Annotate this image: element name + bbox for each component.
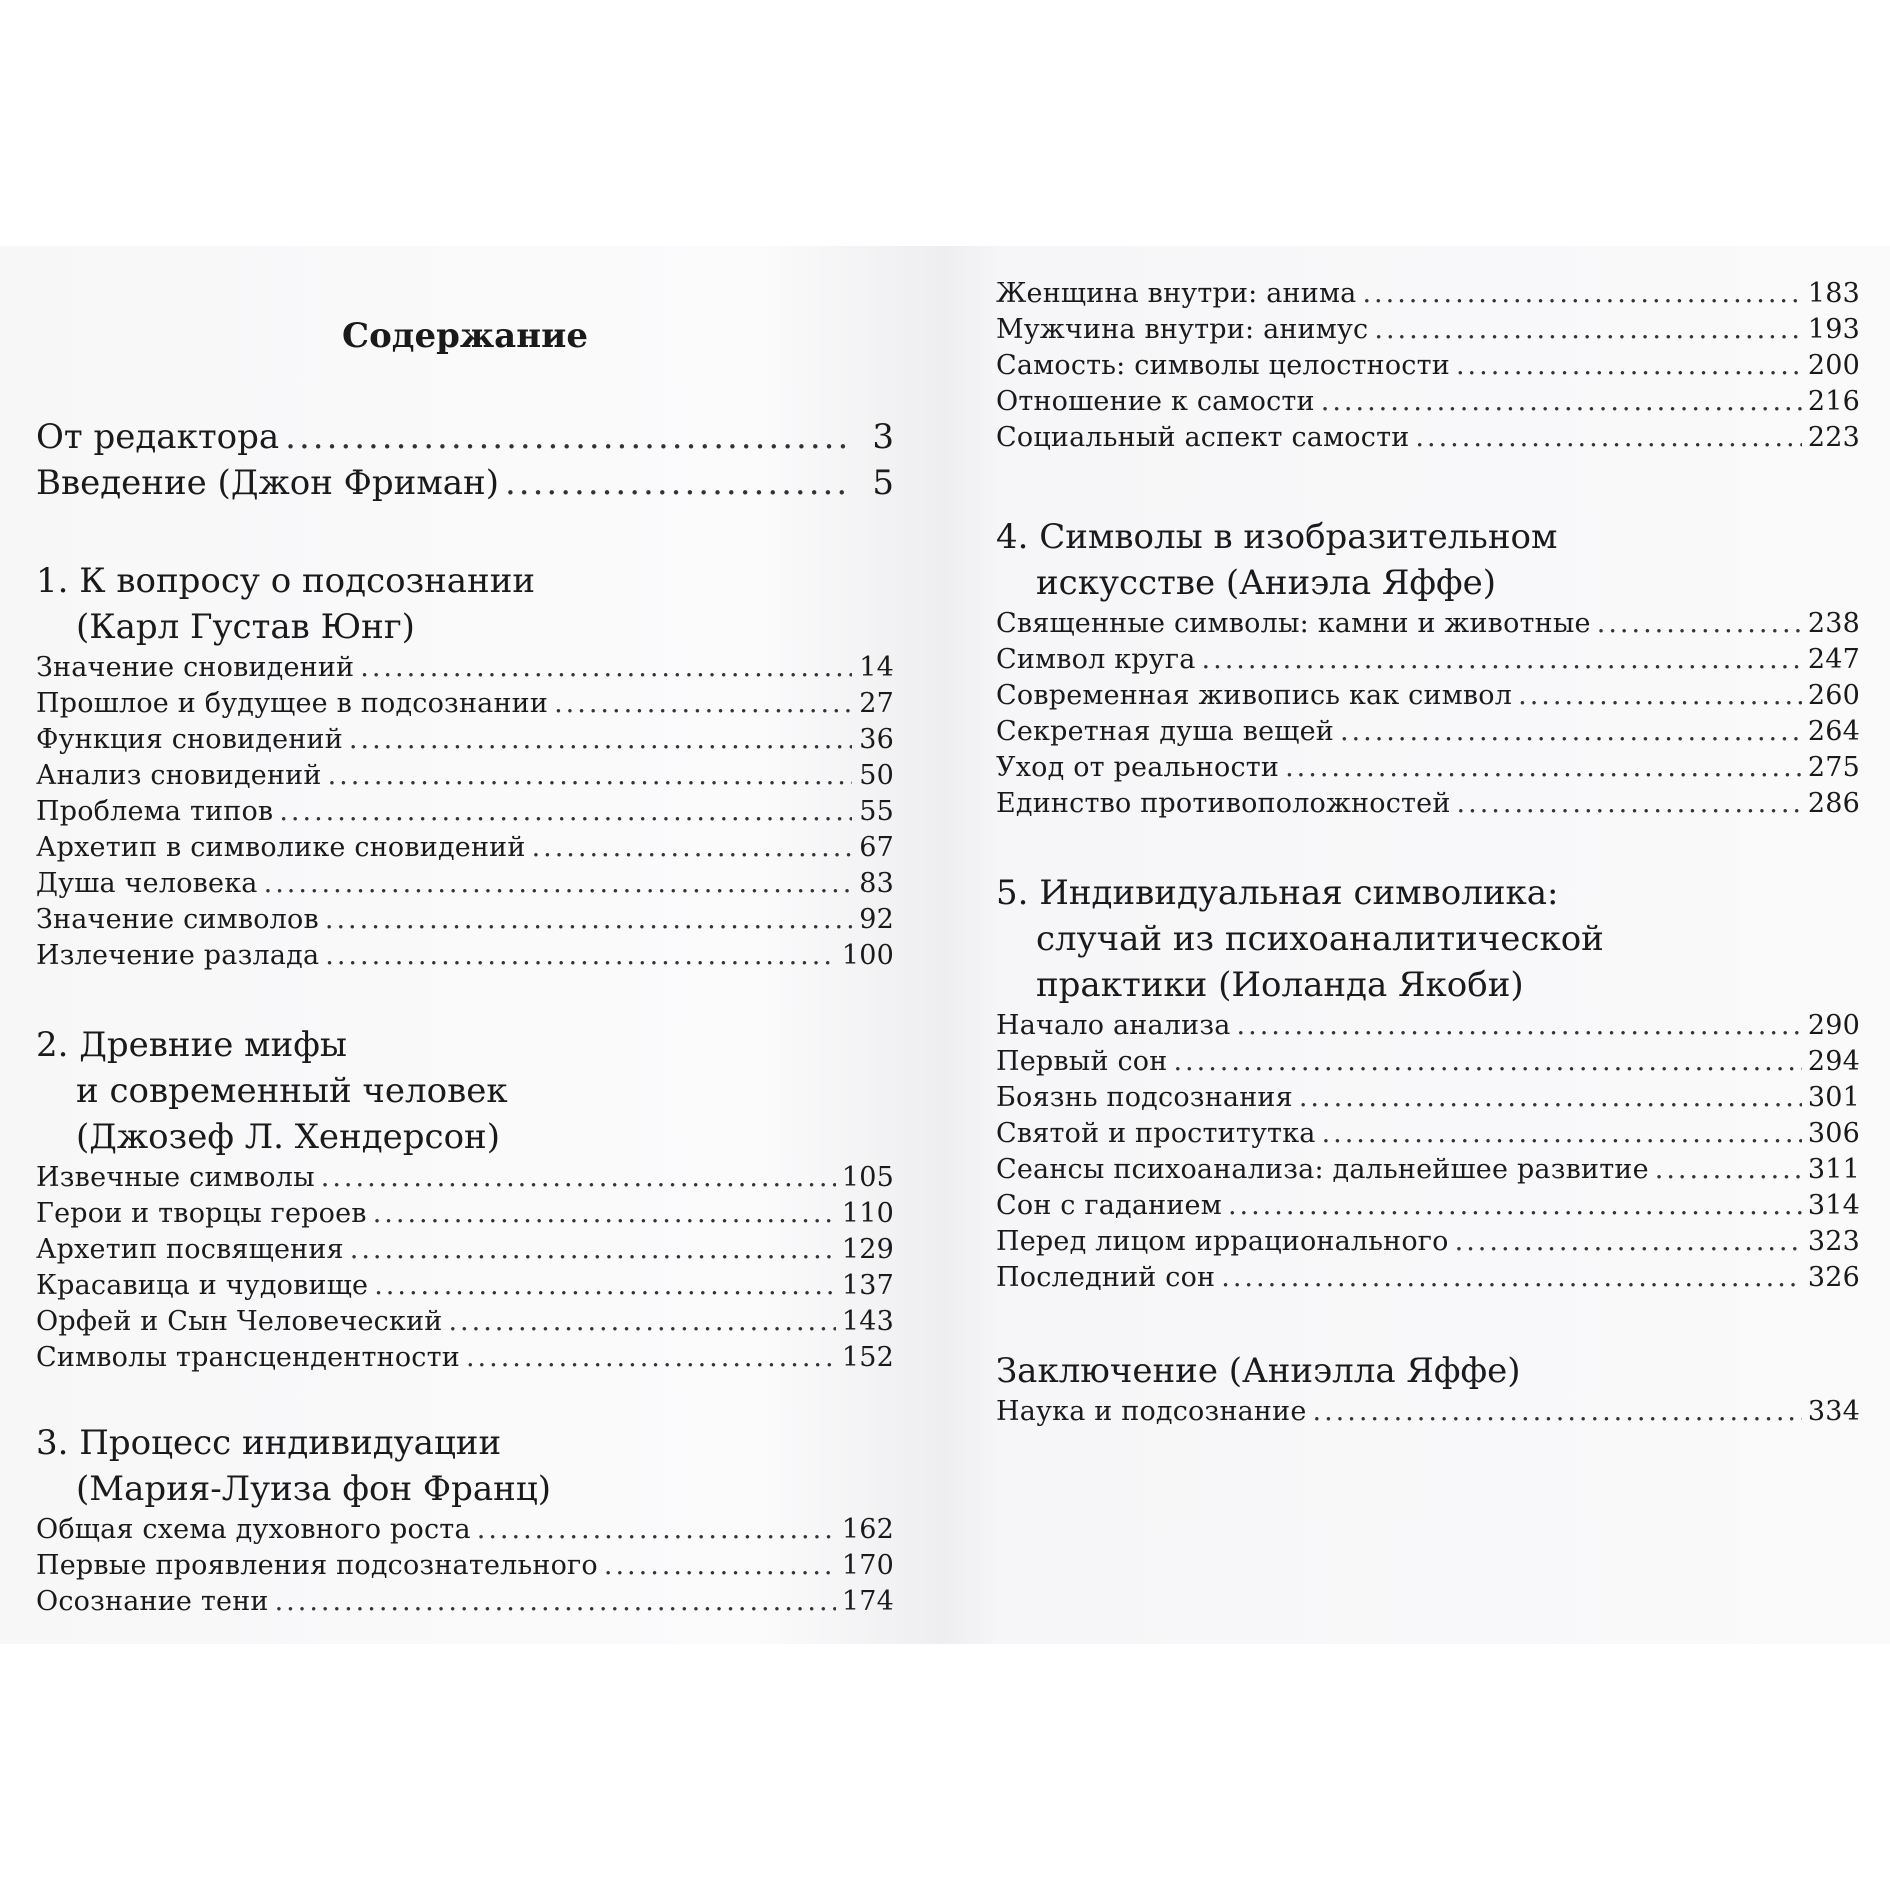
toc-title: Содержание xyxy=(342,316,588,356)
dot-leader xyxy=(1362,276,1801,312)
chapter-heading-line: 4. Символы в изобразительном xyxy=(996,517,1558,557)
dot-leader xyxy=(279,794,852,830)
toc-entry[interactable] xyxy=(996,348,1860,384)
dot-leader xyxy=(1313,1394,1802,1430)
chapter-heading xyxy=(36,1022,894,1160)
toc-entry[interactable] xyxy=(36,1340,894,1376)
toc-entry-page: 311 xyxy=(1807,1154,1860,1185)
toc-entry-page: 100 xyxy=(841,940,894,971)
toc-entry-page: 36 xyxy=(859,724,894,755)
chapter-2 xyxy=(36,1022,894,1376)
toc-entry[interactable] xyxy=(36,830,894,866)
chapter-heading xyxy=(996,514,1860,606)
toc-entry-page: 67 xyxy=(859,832,894,863)
front-matter xyxy=(36,414,894,506)
toc-entry-page: 290 xyxy=(1807,1010,1860,1041)
dot-leader xyxy=(1597,606,1802,642)
right-page xyxy=(996,246,1860,1644)
chapter-4 xyxy=(996,514,1860,822)
toc-entry-title: Боязнь подсознания xyxy=(996,1082,1293,1113)
toc-entry-page: 50 xyxy=(859,760,894,791)
chapter-1 xyxy=(36,558,894,974)
toc-entry-page: 294 xyxy=(1807,1046,1860,1077)
toc-entry-page: 326 xyxy=(1807,1262,1860,1293)
chapter-heading-line: искусстве (Аниэла Яффе) xyxy=(1036,563,1497,603)
toc-entry[interactable] xyxy=(996,1044,1860,1080)
toc-entry-page: 105 xyxy=(841,1162,894,1193)
toc-entry-title: Современная живопись как символ xyxy=(996,680,1513,711)
dot-leader xyxy=(1228,1188,1802,1224)
toc-entry-page: 3 xyxy=(872,417,894,457)
toc-entry-page: 14 xyxy=(859,652,894,683)
toc-entry-page: 200 xyxy=(1807,350,1860,381)
toc-entry-title: Извечные символы xyxy=(36,1162,315,1193)
toc-entry-page: 275 xyxy=(1807,752,1860,783)
dot-leader xyxy=(554,686,852,722)
toc-entry-title: Священные символы: камни и животные xyxy=(996,608,1591,639)
chapter-heading xyxy=(36,558,894,650)
toc-entry-page: 260 xyxy=(1807,680,1860,711)
toc-entry-title: Наука и подсознание xyxy=(996,1396,1307,1427)
dot-leader xyxy=(1455,1224,1802,1260)
toc-entry-page: 264 xyxy=(1807,716,1860,747)
toc-entry[interactable] xyxy=(996,1260,1860,1296)
dot-leader xyxy=(264,866,852,902)
dot-leader xyxy=(1456,348,1802,384)
toc-entry-page: 92 xyxy=(859,904,894,935)
dot-leader xyxy=(1518,678,1802,714)
toc-entry-page: 238 xyxy=(1807,608,1860,639)
toc-entry[interactable] xyxy=(996,606,1860,642)
toc-entry-page: 152 xyxy=(841,1342,894,1373)
toc-entry-page: 183 xyxy=(1807,278,1860,309)
toc-entry-title: Сеансы психоанализа: дальнейшее развитие xyxy=(996,1154,1649,1185)
dot-leader xyxy=(1374,312,1801,348)
toc-entry-title: Излечение разлада xyxy=(36,940,320,971)
dot-leader xyxy=(505,460,852,506)
chapter-heading-line: (Карл Густав Юнг) xyxy=(76,607,415,647)
dot-leader xyxy=(1299,1080,1802,1116)
chapter-3-continued xyxy=(996,276,1860,456)
toc-entry[interactable] xyxy=(36,1196,894,1232)
toc-entry-page: 170 xyxy=(841,1550,894,1581)
chapter-heading xyxy=(996,1348,1860,1394)
toc-entry[interactable] xyxy=(996,276,1860,312)
dot-leader xyxy=(1285,750,1802,786)
toc-entry[interactable] xyxy=(36,866,894,902)
toc-entry-title: Символы трансцендентности xyxy=(36,1342,460,1373)
toc-entry-page: 334 xyxy=(1807,1396,1860,1427)
toc-entry-title: Святой и проститутка xyxy=(996,1118,1316,1149)
dot-leader xyxy=(1173,1044,1801,1080)
toc-entry-title: Герои и творцы героев xyxy=(36,1198,367,1229)
toc-entry[interactable] xyxy=(996,786,1860,822)
toc-entry[interactable] xyxy=(996,642,1860,678)
dot-leader xyxy=(1221,1260,1802,1296)
toc-entry-title: Социальный аспект самости xyxy=(996,422,1410,453)
toc-entry[interactable] xyxy=(996,1080,1860,1116)
dot-leader xyxy=(477,1512,836,1548)
chapter-heading-line: 5. Индивидуальная символика: xyxy=(996,873,1559,913)
toc-entry-page: 193 xyxy=(1807,314,1860,345)
dot-leader xyxy=(325,938,836,974)
toc-entry-title: Первые проявления подсознательного xyxy=(36,1550,598,1581)
toc-entry[interactable] xyxy=(36,1584,894,1620)
chapter-heading-line: случай из психоаналитической xyxy=(1036,919,1604,959)
toc-entry-page: 83 xyxy=(859,868,894,899)
toc-entry[interactable] xyxy=(996,420,1860,456)
chapter-heading-line: (Джозеф Л. Хендерсон) xyxy=(76,1117,500,1157)
dot-leader xyxy=(285,414,852,460)
toc-entry-title: Сон с гаданием xyxy=(996,1190,1222,1221)
chapter-3 xyxy=(36,1420,894,1620)
chapter-heading-line: 3. Процесс индивидуации xyxy=(36,1423,502,1463)
dot-leader xyxy=(466,1340,836,1376)
left-page xyxy=(36,246,894,1644)
dot-leader xyxy=(1655,1152,1802,1188)
chapter-heading-line: практики (Иоланда Якоби) xyxy=(1036,965,1524,1005)
toc-entry[interactable] xyxy=(36,650,894,686)
toc-entry-title: Отношение к самости xyxy=(996,386,1315,417)
toc-entry[interactable] xyxy=(996,1224,1860,1260)
toc-entry-page: 323 xyxy=(1807,1226,1860,1257)
toc-entry-title: Анализ сновидений xyxy=(36,760,322,791)
toc-entry-title: Уход от реальности xyxy=(996,752,1280,783)
dot-leader xyxy=(1321,384,1802,420)
chapter-heading-line: и современный человек xyxy=(76,1071,508,1111)
toc-entry-title: Значение символов xyxy=(36,904,319,935)
toc-entry-title: Введение (Джон Фриман) xyxy=(36,463,499,503)
toc-entry[interactable] xyxy=(36,902,894,938)
toc-entry[interactable] xyxy=(36,1268,894,1304)
toc-entry-title: Самость: символы целостности xyxy=(996,350,1450,381)
toc-entry[interactable] xyxy=(996,384,1860,420)
toc-entry-page: 110 xyxy=(841,1198,894,1229)
dot-leader xyxy=(1340,714,1802,750)
toc-entry-title: Орфей и Сын Человеческий xyxy=(36,1306,443,1337)
dot-leader xyxy=(448,1304,835,1340)
dot-leader xyxy=(349,722,852,758)
dot-leader xyxy=(1457,786,1802,822)
toc-entry-page: 27 xyxy=(859,688,894,719)
toc-entry[interactable] xyxy=(996,1116,1860,1152)
dot-leader xyxy=(532,830,852,866)
toc-entry[interactable] xyxy=(36,1548,894,1584)
toc-entry-title: Общая схема духовного роста xyxy=(36,1514,471,1545)
toc-entry[interactable] xyxy=(996,312,1860,348)
toc-entry-title: Мужчина внутри: анимус xyxy=(996,314,1369,345)
dot-leader xyxy=(350,1232,836,1268)
chapter-heading-line: 1. К вопросу о подсознании xyxy=(36,561,536,601)
toc-entry[interactable] xyxy=(36,722,894,758)
toc-entry-page: 162 xyxy=(841,1514,894,1545)
chapter-heading-line: Заключение (Аниэлла Яффе) xyxy=(996,1351,1521,1391)
chapter-heading xyxy=(36,1420,894,1512)
toc-entry-title: Последний сон xyxy=(996,1262,1216,1293)
chapter-heading-line: (Мария-Луиза фон Франц) xyxy=(76,1469,551,1509)
toc-entry[interactable] xyxy=(36,938,894,974)
dot-leader xyxy=(1202,642,1802,678)
toc-entry[interactable] xyxy=(996,1008,1860,1044)
toc-entry-title: Символ круга xyxy=(996,644,1196,675)
toc-entry-page: 223 xyxy=(1807,422,1860,453)
toc-entry-title: Первый сон xyxy=(996,1046,1168,1077)
toc-entry-title: Архетип посвящения xyxy=(36,1234,344,1265)
toc-entry-title: Красавица и чудовище xyxy=(36,1270,369,1301)
toc-entry-page: 247 xyxy=(1807,644,1860,675)
toc-entry[interactable] xyxy=(36,414,894,460)
toc-entry[interactable] xyxy=(996,1152,1860,1188)
toc-entry[interactable] xyxy=(996,714,1860,750)
toc-entry-title: От редактора xyxy=(36,417,280,457)
toc-entry[interactable] xyxy=(36,686,894,722)
toc-entry[interactable] xyxy=(36,460,894,506)
toc-entry-page: 143 xyxy=(841,1306,894,1337)
toc-entry-page: 137 xyxy=(841,1270,894,1301)
book-spread xyxy=(0,246,1890,1644)
dot-leader xyxy=(374,1268,836,1304)
dot-leader xyxy=(373,1196,836,1232)
dot-leader xyxy=(604,1548,836,1584)
toc-entry-page: 5 xyxy=(872,463,894,503)
toc-entry-title: Перед лицом иррационального xyxy=(996,1226,1449,1257)
toc-entry-title: Значение сновидений xyxy=(36,652,355,683)
toc-entry-page: 306 xyxy=(1807,1118,1860,1149)
toc-entry[interactable] xyxy=(36,794,894,830)
toc-entry-title: Секретная душа вещей xyxy=(996,716,1334,747)
toc-entry-page: 129 xyxy=(841,1234,894,1265)
toc-entry-title: Функция сновидений xyxy=(36,724,343,755)
toc-entry-title: Женщина внутри: анима xyxy=(996,278,1357,309)
dot-leader xyxy=(1237,1008,1802,1044)
toc-entry-title: Единство противоположностей xyxy=(996,788,1451,819)
toc-entry[interactable] xyxy=(36,1160,894,1196)
dot-leader xyxy=(325,902,852,938)
toc-entry-title: Осознание тени xyxy=(36,1586,269,1617)
toc-entry-page: 314 xyxy=(1807,1190,1860,1221)
toc-entry-title: Прошлое и будущее в подсознании xyxy=(36,688,549,719)
toc-entry-title: Архетип в символике сновидений xyxy=(36,832,526,863)
dot-leader xyxy=(321,1160,836,1196)
toc-entry[interactable] xyxy=(36,758,894,794)
toc-entry[interactable] xyxy=(996,678,1860,714)
toc-entry-title: Проблема типов xyxy=(36,796,274,827)
chapter-5 xyxy=(996,870,1860,1296)
toc-entry-page: 55 xyxy=(859,796,894,827)
toc-entry-page: 216 xyxy=(1807,386,1860,417)
toc-entry-title: Начало анализа xyxy=(996,1010,1231,1041)
toc-entry[interactable] xyxy=(996,1394,1860,1430)
toc-entry[interactable] xyxy=(996,750,1860,786)
dot-leader xyxy=(1322,1116,1802,1152)
toc-entry-page: 301 xyxy=(1807,1082,1860,1113)
chapter-heading-line: 2. Древние мифы xyxy=(36,1025,347,1065)
chapter-heading xyxy=(996,870,1860,1008)
dot-leader xyxy=(1415,420,1801,456)
conclusion xyxy=(996,1348,1860,1430)
dot-leader xyxy=(360,650,852,686)
toc-entry[interactable] xyxy=(36,1304,894,1340)
toc-entry[interactable] xyxy=(36,1512,894,1548)
toc-entry[interactable] xyxy=(996,1188,1860,1224)
dot-leader xyxy=(328,758,852,794)
toc-entry-page: 286 xyxy=(1807,788,1860,819)
toc-entry-title: Душа человека xyxy=(36,868,258,899)
dot-leader xyxy=(275,1584,836,1620)
toc-entry[interactable] xyxy=(36,1232,894,1268)
toc-entry-page: 174 xyxy=(841,1586,894,1617)
